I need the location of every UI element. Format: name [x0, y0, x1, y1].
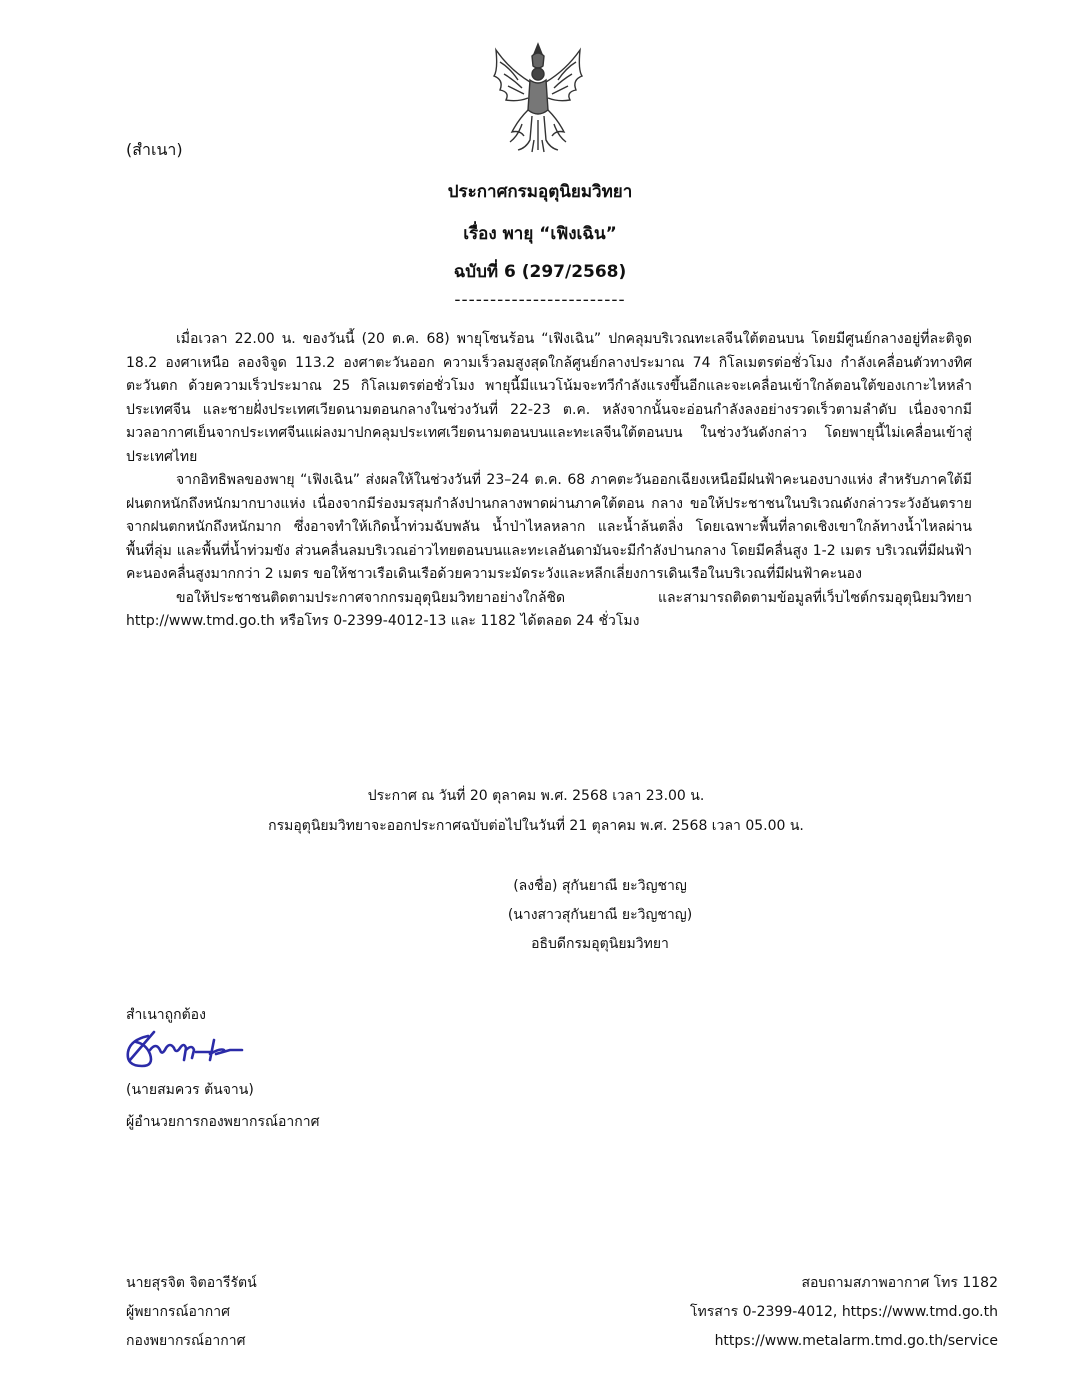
paragraph-storm-status: เมื่อเวลา 22.00 น. ของวันนี้ (20 ต.ค. 68) พายุโซนร้อน “เฟิงเฉิน” ปกคลุมบริเวณทะเลจีนใต้ตอนบน โดยมีศูนย์กลางอยู่ที่ละติจูด 18.2 องศาเหนือ ลองจิจูด 113.2 องศาตะวันออก ความเร็วลมสูงสุดใกล้ศูนย์กลางประมาณ 74 กิโลเมตรต่อชั่วโมง กำลังเคลื่อนตัวทางทิศตะวันตก ด้วยความเร็วประมาณ 25 กิโลเมตรต่อชั่วโมง พายุนี้มีแนวโน้มจะทวีกำลังแรงขึ้นอีกและจะเคลื่อนเข้าใกล้ตอนใต้ของเกาะไหหลำ ประเทศจีน และชายฝั่งประเทศเวียดนามตอนกลางในช่วงวันที่ 22-23 ต.ค. หลังจากนั้นจะอ่อนกำลังลงอย่างรวดเร็วตามลำดับ เนื่องจากมีมวลอากาศเย็นจากประเทศจีนแผ่ลงมาปกคลุมประเทศเวียดนามตอนบนและทะเลจีนใต้ตอนบน ในช่วงวันดังกล่าว โดยพายุนี้ไม่เคลื่อนเข้าสู่ประเทศไทย	[126, 331, 972, 465]
signed-line: (ลงชื่อ) สุกันยาณี ยะวิญชาญ	[513, 878, 687, 894]
document-title: ประกาศกรมอุตุนิยมวิทยา	[447, 182, 633, 202]
issued-datetime: ประกาศ ณ วันที่ 20 ตุลาคม พ.ศ. 2568 เวลา 23.00 น.	[367, 788, 705, 804]
forecaster-role: ผู้พยากรณ์อากาศ	[126, 1304, 230, 1320]
copy-label: (สำเนา)	[126, 140, 183, 159]
certified-copy-label: สำเนาถูกต้อง	[126, 1007, 206, 1023]
handwritten-signature	[120, 1026, 250, 1072]
contact-service-link[interactable]: https://www.metalarm.tmd.go.th/service	[714, 1333, 998, 1349]
paragraph-storm-impact: จากอิทธิพลของพายุ “เฟิงเฉิน” ส่งผลให้ในช่วงวันที่ 23–24 ต.ค. 68 ภาคตะวันออกเฉียงเหนือมีฝนฟ้าคะนองบางแห่ง สำหรับภาคใต้มีฝนตกหนักถึงหนักมากบางแห่ง เนื่องจากมีร่องมรสุมกำลังปานกลางพาดผ่านภาคใต้ตอน กลาง ขอให้ประชาชนในบริเวณดังกล่าวระวังอันตรายจากฝนตกหนักถึงหนักมาก ซึ่งอาจทำให้เกิดน้ำท่วมฉับพลัน น้ำป่าไหลหลาก และน้ำล้นตลิ่ง โดยเฉพาะพื้นที่ลาดเชิงเขาใกล้ทางน้ำไหลผ่าน พื้นที่ลุ่ม และพื้นที่น้ำท่วมขัง ส่วนคลื่นลมบริเวณอ่าวไทยตอนบนและทะเลอันดามันจะมีกำลังปานกลาง โดยมีคลื่นสูง 1-2 เมตร บริเวณที่มีฝนฟ้าคะนองคลื่นสูงมากกว่า 2 เมตร ขอให้ชาวเรือเดินเรือด้วยความระมัดระวังและหลีกเลี่ยงการเดินเรือในบริเวณที่มีฝนฟ้าคะนอง	[126, 472, 972, 582]
certifier-position: ผู้อำนวยการกองพยากรณ์อากาศ	[126, 1114, 320, 1130]
document-subject: เรื่อง พายุ “เฟิงเฉิน”	[463, 224, 617, 244]
signer-name: (นางสาวสุกันยาณี ยะวิญชาญ)	[507, 907, 693, 923]
contact-fax-website: โทรสาร 0-2399-4012, https://www.tmd.go.th	[690, 1304, 998, 1320]
contact-phone: สอบถามสภาพอากาศ โทร 1182	[801, 1275, 998, 1291]
document-issue: ฉบับที่ 6 (297/2568)	[453, 262, 627, 282]
footer-forecaster	[126, 1269, 257, 1356]
next-issue-notice: กรมอุตุนิยมวิทยาจะออกประกาศฉบับต่อไปในวันที่ 21 ตุลาคม พ.ศ. 2568 เวลา 05.00 น.	[268, 818, 804, 834]
forecaster-division: กองพยากรณ์อากาศ	[126, 1333, 246, 1349]
footer-contact	[690, 1269, 998, 1356]
signer-position: อธิบดีกรมอุตุนิยมวิทยา	[531, 936, 669, 952]
separator-line: ------------------------	[454, 290, 626, 310]
garuda-emblem-icon	[488, 40, 588, 156]
certifier-name: (นายสมควร ต้นจาน)	[126, 1082, 254, 1098]
paragraph-contact-info: ขอให้ประชาชนติดตามประกาศจากกรมอุตุนิยมวิทยาอย่างใกล้ชิด และสามารถติดตามข้อมูลที่เว็บไซต์กรมอุตุนิยมวิทยา http://www.tmd.go.th หรือโทร 0-2399-4012-13 และ 1182 ได้ตลอด 24 ชั่วโมง	[126, 589, 972, 629]
announcement-body	[126, 328, 972, 634]
forecaster-name: นายสุรจิต จิตอารีรัตน์	[126, 1275, 257, 1291]
